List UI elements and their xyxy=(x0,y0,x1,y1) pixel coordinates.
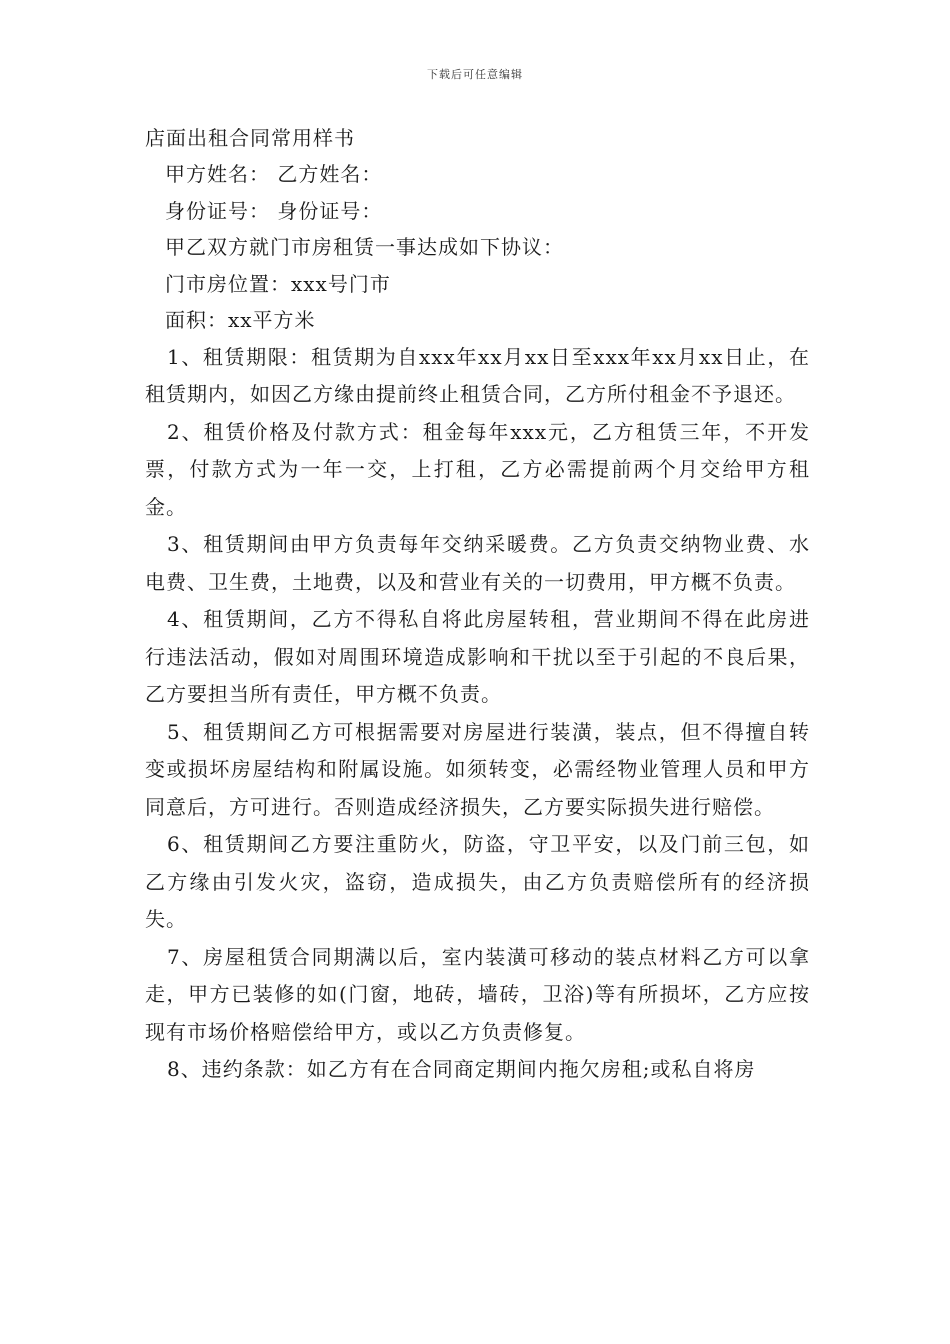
area-line: 面积：xx平方米 xyxy=(165,308,316,332)
clause-8-breach: 8、违约条款：如乙方有在合同商定期间内拖欠房租;或私自将房 xyxy=(167,1057,756,1081)
clause-6-safety: 6、租赁期间乙方要注重防火，防盗，守卫平安，以及门前三包，如乙方缘由引发火灾，盗窃，造成损失，由乙方负责赔偿所有的经济损失。 xyxy=(145,832,810,931)
clause-4-sublease: 4、租赁期间，乙方不得私自将此房屋转租，营业期间不得在此房进行违法活动，假如对周围环境造成影响和干扰以至于引起的不良后果，乙方要担当所有责任，甲方概不负责。 xyxy=(145,607,810,706)
id-number-line: 身份证号： 身份证号： xyxy=(165,198,383,223)
party-names-line: 甲方姓名： 乙方姓名： xyxy=(165,162,383,186)
header-note: 下载后可任意编辑 xyxy=(427,68,523,81)
shop-location-line: 门市房位置：xxx号门市 xyxy=(165,271,391,296)
clause-3-fees: 3、租赁期间由甲方负责每年交纳采暖费。乙方负责交纳物业费、水电费、卫生费，土地费，以及和营业有关的一切费用，甲方概不负责。 xyxy=(145,532,810,594)
clause-5-renovation: 5、租赁期间乙方可根据需要对房屋进行装潢，装点，但不得擅自转变或损坏房屋结构和附属设施。如须转变，必需经物业管理人员和甲方同意后，方可进行。否则造成经济损失，乙方要实际损失进行赔偿。 xyxy=(145,719,810,819)
clause-7-expiry: 7、房屋租赁合同期满以后，室内装潢可移动的装点材料乙方可以拿走，甲方已装修的如(门窗，地砖，墙砖，卫浴)等有所损坏，乙方应按现有市场价格赔偿给甲方，或以乙方负责修复。 xyxy=(145,944,810,1044)
document-title: 店面出租合同常用样书 xyxy=(145,126,355,150)
clause-1-lease-term: 1、租赁期限：租赁期为自xxx年xx月xx日至xxx年xx月xx日止，在租赁期内，如因乙方缘由提前终止租赁合同，乙方所付租金不予退还。 xyxy=(145,344,810,406)
agreement-intro-line: 甲乙双方就门市房租赁一事达成如下协议： xyxy=(165,235,564,259)
document-body xyxy=(145,120,810,1089)
clause-2-price-payment: 2、租赁价格及付款方式：租金每年xxx元，乙方租赁三年，不开发票，付款方式为一年一交，上打租，乙方必需提前两个月交给甲方租金。 xyxy=(145,419,810,519)
